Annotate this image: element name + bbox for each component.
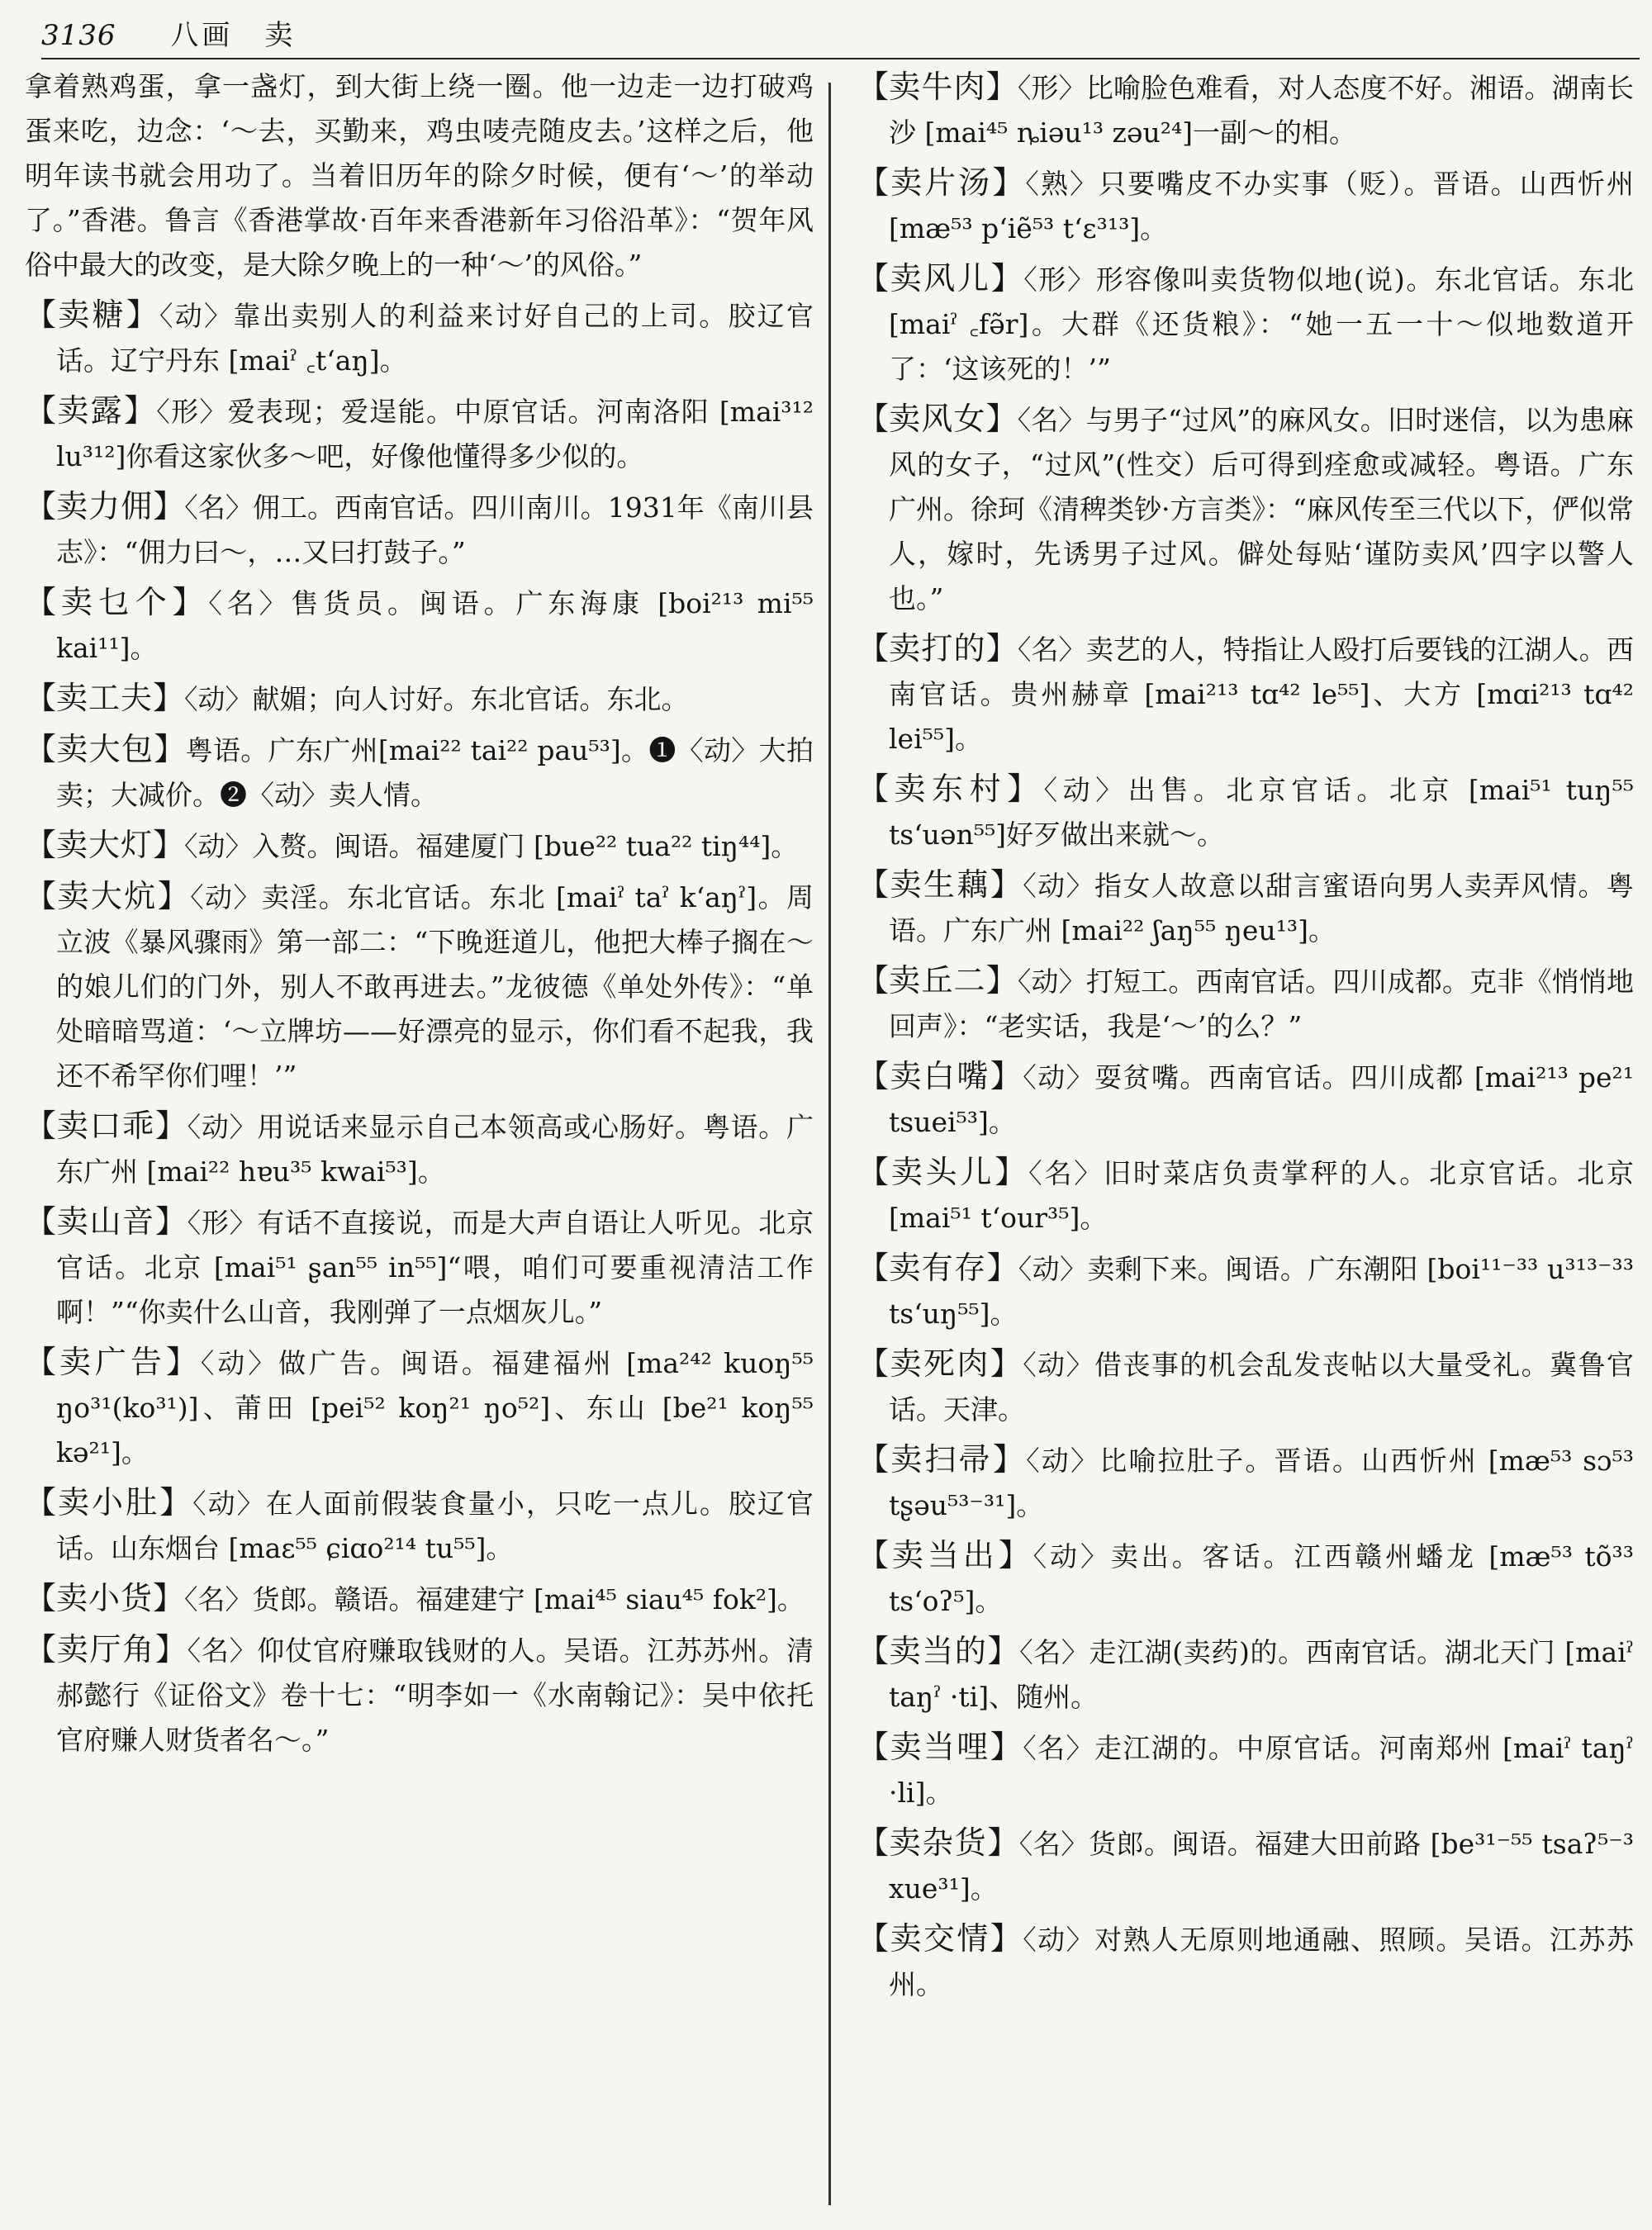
entry-definition: 〈熟〉只要嘴皮不办实事（贬）。晋语。山西忻州 [mæ⁵³ p‘iẽ⁵³ t‘ɛ³¹³]。 — [889, 168, 1634, 244]
entry-definition: 〈动〉打短工。西南官话。四川成都。克非《悄悄地回声》：“老实话，我是‘～’的么？” — [889, 966, 1634, 1042]
dictionary-entry — [857, 1916, 1634, 2007]
entry-headword: 卖风儿 — [890, 260, 991, 297]
entry-headword: 卖小货 — [56, 1580, 154, 1616]
dictionary-entry — [857, 626, 1634, 762]
entry-definition: 〈动〉在人面前假装食量小，只吃一点儿。胶辽官话。山东烟台 [maɛ⁵⁵ ɕiɑo²¹⁴ tu⁵⁵]。 — [56, 1487, 814, 1564]
entry-definition: 〈形〉比喻脸色难看，对人态度不好。湘语。湖南长沙 [mai⁴⁵ ȵiəu¹³ zəu²⁴]一副～的相。 — [889, 72, 1634, 149]
bracket-open: 【 — [25, 827, 57, 863]
bracket-open: 【 — [857, 1633, 890, 1669]
entry-definition: 〈名〉货郎。闽语。福建大田前路 [be³¹⁻⁵⁵ tsaʔ⁵⁻³ xue³¹]。 — [889, 1828, 1634, 1905]
entry-headword: 卖山音 — [56, 1203, 155, 1240]
entry-headword: 卖打的 — [889, 630, 986, 667]
bracket-close: 】 — [123, 392, 157, 429]
entry-headword: 卖当哩 — [890, 1729, 990, 1765]
entry-definition: 〈动〉耍贫嘴。西南官话。四川成都 [mai²¹³ pe²¹ tsuei⁵³]。 — [889, 1061, 1634, 1138]
entry-definition: 〈动〉对熟人无原则地通融、照顾。吴语。江苏苏州。 — [889, 1924, 1634, 2000]
bracket-open: 【 — [25, 680, 57, 716]
entry-headword: 卖大炕 — [57, 878, 158, 914]
dictionary-entry — [25, 823, 814, 869]
entry-headword: 卖工夫 — [56, 680, 154, 716]
left-entry-list — [25, 292, 814, 1763]
entry-definition: 〈名〉走江湖(卖药)的。西南官话。湖北天门 [maiˀ taŋˀ ·ti]、随州。 — [889, 1636, 1634, 1713]
entry-headword: 卖大灯 — [56, 827, 154, 863]
bracket-open: 【 — [857, 771, 895, 807]
bracket-close: 】 — [992, 164, 1026, 201]
entry-definition: 〈动〉比喻拉肚子。晋语。山西忻州 [mæ⁵³ sɔ⁵³ tʂəu⁵³⁻³¹]。 — [889, 1445, 1634, 1521]
right-entry-list — [857, 64, 1634, 2007]
bracket-open: 【 — [25, 1108, 57, 1144]
entry-definition: 〈动〉卖出。客话。江西赣州蟠龙 [mæ⁵³ tõ³³ ts‘oʔ⁵]。 — [889, 1540, 1634, 1617]
entry-definition: 〈名〉与男子“过风”的麻风女。旧时迷信，以为患麻风的女子，“过风”(性交）后可得到痊愈或减轻。粤语。广东广州。徐珂《清稗类钞·方言类》：“麻风传至三代以下，俨似常人，嫁时，先诱男子过风。僻处每贴‘谨防卖风’四字以警人也。” — [889, 404, 1634, 614]
entry-headword: 卖大包 — [56, 731, 154, 767]
entry-definition: 粤语。广东广州[mai²² tai²² pau⁵³]。❶〈动〉大拍卖；大减价。❷〈动〉卖人情。 — [56, 734, 814, 811]
entry-headword: 卖头儿 — [890, 1154, 995, 1190]
bracket-close: 】 — [154, 1108, 188, 1144]
bracket-close: 】 — [153, 827, 185, 863]
dictionary-entry — [857, 396, 1634, 621]
dictionary-entry — [25, 1627, 814, 1763]
bracket-open: 【 — [857, 1824, 890, 1861]
entry-definition: 〈名〉售货员。闽语。广东海康 [boi²¹³ mi⁵⁵ kai¹¹]。 — [56, 587, 814, 664]
dictionary-entry — [857, 1437, 1634, 1528]
bracket-close: 】 — [990, 1729, 1023, 1765]
bracket-close: 】 — [987, 1824, 1019, 1861]
bracket-close: 】 — [172, 584, 209, 620]
bracket-close: 】 — [995, 1154, 1029, 1190]
bracket-open: 【 — [857, 1441, 891, 1478]
entry-definition: 〈动〉靠出卖别人的利益来讨好自己的上司。胶辽官话。辽宁丹东 [maiˀ ꜀t‘aŋ]。 — [56, 300, 814, 377]
dictionary-entry — [857, 1054, 1634, 1145]
dictionary-entry — [857, 64, 1634, 155]
bracket-open: 【 — [25, 731, 57, 767]
bracket-close: 】 — [990, 1345, 1023, 1382]
bracket-close: 】 — [159, 1484, 193, 1521]
entry-definition: 〈名〉走江湖的。中原官话。河南郑州 [maiˀ taŋˀ ·li]。 — [889, 1732, 1634, 1809]
bracket-close: 】 — [998, 1537, 1033, 1573]
bracket-close: 】 — [990, 1058, 1023, 1094]
dictionary-entry — [25, 292, 814, 383]
bracket-open: 【 — [857, 401, 890, 437]
dictionary-entry — [857, 1150, 1634, 1241]
entry-definition: 〈动〉借丧事的机会乱发丧帖以大量受礼。冀鲁官话。天津。 — [889, 1349, 1634, 1426]
dictionary-entry — [25, 1199, 814, 1335]
bracket-close: 】 — [986, 1250, 1018, 1286]
bracket-open: 【 — [857, 1537, 892, 1573]
entry-headword: 卖丘二 — [889, 962, 986, 999]
bracket-open: 【 — [25, 1631, 57, 1668]
entry-definition: 〈名〉货郎。赣语。福建建宁 [mai⁴⁵ siau⁴⁵ fok²]。 — [184, 1583, 805, 1616]
bracket-open: 【 — [857, 164, 891, 201]
dictionary-entry — [25, 580, 814, 671]
bracket-close: 】 — [154, 731, 186, 767]
dictionary-entry — [25, 676, 814, 722]
bracket-open: 【 — [857, 1154, 891, 1190]
entry-headword: 卖小肚 — [58, 1484, 160, 1521]
entry-definition: 〈动〉指女人故意以甜言蜜语向男人卖弄风情。粤语。广东广州 [mai²² ʃaŋ⁵⁵ ŋeu¹³]。 — [889, 870, 1634, 947]
bracket-open: 【 — [857, 69, 890, 105]
bracket-close: 】 — [165, 1344, 201, 1380]
bracket-open: 【 — [857, 866, 890, 903]
dictionary-entry — [25, 484, 814, 575]
dictionary-entry — [857, 1725, 1634, 1815]
bracket-open: 【 — [25, 1580, 57, 1616]
dictionary-entry — [857, 1820, 1634, 1911]
entry-definition: 〈动〉做广告。闽语。福建福州 [ma²⁴² kuoŋ⁵⁵ ŋo³¹(ko³¹)]、莆田 [pei⁵² koŋ²¹ ŋo⁵²]、东山 [be²¹ koŋ⁵⁵ kə²¹]。 — [56, 1347, 814, 1468]
dictionary-entry — [857, 1533, 1634, 1624]
entry-headword: 卖有存 — [889, 1250, 987, 1286]
column-divider — [828, 83, 831, 2205]
bracket-open: 【 — [25, 1203, 57, 1240]
entry-headword: 卖广告 — [59, 1344, 166, 1380]
page-number: 3136 — [41, 19, 116, 52]
right-column — [857, 64, 1634, 2209]
entry-headword: 卖力佣 — [56, 488, 154, 524]
entry-definition: 〈动〉出售。北京官话。北京 [mai⁵¹ tuŋ⁵⁵ ts‘uən⁵⁵]好歹做出来就～。 — [889, 774, 1634, 851]
dictionary-entry — [857, 862, 1634, 953]
bracket-close: 】 — [990, 260, 1024, 297]
dictionary-entry — [25, 727, 814, 818]
entry-definition: 〈动〉卖剩下来。闽语。广东潮阳 [boi¹¹⁻³³ u³¹³⁻³³ ts‘uŋ⁵⁵]。 — [889, 1253, 1634, 1330]
dictionary-entry — [857, 160, 1634, 251]
dictionary-entry — [857, 256, 1634, 391]
entry-definition: 〈动〉卖淫。东北官话。东北 [maiˀ taˀ k‘aŋˀ]。周立波《暴风骤雨》第一部二：“下晚逛道儿，他把大棒子搁在～的娘儿们的门外，别人不敢再进去。”龙彼德《单处外传》：“单处暗暗骂道：‘～立牌坊——好漂亮的显示，你们看不起我，我还不希罕你们哩！’” — [56, 881, 814, 1092]
bracket-open: 【 — [857, 630, 890, 667]
dictionary-entry — [857, 766, 1634, 857]
bracket-close: 】 — [992, 1441, 1027, 1478]
dictionary-entry — [857, 1629, 1634, 1720]
section-title: 八画 卖 — [170, 19, 297, 52]
bracket-close: 】 — [153, 488, 185, 524]
bracket-open: 【 — [857, 1345, 890, 1382]
entry-definition: 〈动〉献媚；向人讨好。东北官话。东北。 — [184, 683, 689, 715]
entry-headword: 卖牛肉 — [889, 69, 986, 105]
bracket-open: 【 — [857, 1920, 890, 1957]
bracket-close: 】 — [987, 1633, 1020, 1669]
bracket-open: 【 — [25, 878, 58, 914]
bracket-open: 【 — [857, 1729, 890, 1765]
bracket-open: 【 — [25, 297, 59, 333]
entry-definition: 〈名〉仰仗官府赚取钱财的人。吴语。江苏苏州。清郝懿行《证俗文》卷十七：“明李如一《水南翰记》：吴中依托官府赚人财货者名～。” — [56, 1635, 814, 1756]
dictionary-entry — [25, 1576, 814, 1622]
bracket-open: 【 — [25, 584, 61, 620]
entry-definition: 〈形〉有话不直接说，而是大声自语让人听见。北京官话。北京 [mai⁵¹ ʂan⁵⁵ in⁵⁵]“喂，咱们可要重视清洁工作啊！”“你卖什么山音，我刚弹了一点烟灰儿。” — [56, 1207, 814, 1328]
bracket-close: 】 — [985, 69, 1018, 105]
bracket-open: 【 — [857, 1058, 890, 1094]
bracket-close: 】 — [157, 878, 191, 914]
entry-headword: 卖露 — [57, 392, 124, 429]
bracket-close: 】 — [985, 630, 1018, 667]
dictionary-entry — [25, 1480, 814, 1571]
bracket-close: 】 — [126, 297, 159, 333]
bracket-open: 【 — [25, 1484, 59, 1521]
entry-headword: 卖风女 — [889, 401, 986, 437]
entry-headword: 卖死肉 — [890, 1345, 990, 1382]
bracket-open: 【 — [857, 260, 890, 297]
bracket-close: 】 — [985, 401, 1018, 437]
bracket-close: 】 — [1007, 771, 1044, 807]
continuation-text: 拿着熟鸡蛋，拿一盏灯，到大街上绕一圈。他一边走一边打破鸡蛋来吃，边念：‘～去，买勤来，鸡虫唛壳随皮去。’这样之后，他明年读书就会用功了。当着旧历年的除夕时候，便有‘～’的举动了。”香港。鲁言《香港掌故·百年来香港新年习俗沿革》：“贺年风俗中最大的改变，是大除夕晚上的一种‘～’的风俗。” — [25, 70, 814, 281]
dictionary-entry — [25, 1340, 814, 1475]
bracket-close: 】 — [154, 1631, 188, 1668]
dictionary-entry — [857, 958, 1634, 1049]
entry-headword: 卖白嘴 — [890, 1058, 990, 1094]
entry-headword: 卖当出 — [891, 1537, 999, 1573]
bracket-close: 】 — [154, 1203, 188, 1240]
left-column — [25, 64, 814, 2209]
entry-definition: 〈名〉卖艺的人，特指让人殴打后要钱的江湖人。西南官话。贵州赫章 [mai²¹³ tɑ⁴² le⁵⁵]、大方 [mɑi²¹³ tɑ⁴² lei⁵⁵]。 — [889, 633, 1634, 755]
entry-headword: 卖厅角 — [56, 1631, 155, 1668]
entry-headword: 卖交情 — [890, 1920, 990, 1957]
dictionary-entry — [857, 1245, 1634, 1336]
entry-headword: 卖东村 — [894, 771, 1008, 807]
bracket-close: 】 — [990, 866, 1023, 903]
dictionary-entry — [25, 1103, 814, 1194]
entry-headword: 卖乜个 — [60, 584, 173, 620]
dictionary-entry — [857, 1341, 1634, 1432]
bracket-close: 】 — [985, 962, 1018, 999]
bracket-close: 】 — [153, 1580, 185, 1616]
bracket-close: 】 — [153, 680, 185, 716]
entry-headword: 卖生藕 — [890, 866, 990, 903]
bracket-open: 【 — [25, 392, 58, 429]
entry-definition: 〈名〉佣工。西南官话。四川南川。1931年《南川县志》：“佣力曰～，…又曰打鼓子。” — [56, 491, 814, 568]
entry-headword: 卖口乖 — [56, 1108, 155, 1144]
entry-headword: 卖扫帚 — [890, 1441, 993, 1478]
entry-definition: 〈动〉入赘。闽语。福建厦门 [bue²² tua²² tiŋ⁴⁴]。 — [184, 830, 799, 862]
entry-definition: 〈名〉旧时菜店负责掌秤的人。北京官话。北京 [mai⁵¹ t‘our³⁵]。 — [889, 1157, 1634, 1234]
entry-headword: 卖当的 — [889, 1633, 988, 1669]
entry-headword: 卖杂货 — [889, 1824, 988, 1861]
entry-headword: 卖片汤 — [890, 164, 993, 201]
bracket-close: 】 — [990, 1920, 1023, 1957]
bracket-open: 【 — [857, 1250, 890, 1286]
dictionary-entry — [25, 874, 814, 1098]
entry-definition: 〈动〉用说话来显示自己本领高或心肠好。粤语。广东广州 [mai²² hɐu³⁵ kwai⁵³]。 — [56, 1111, 814, 1188]
entry-definition: 〈形〉形容像叫卖货物似地(说)。东北官话。东北 [maiˀ ꜀fə̃r]。大群《还货粮》：“她一五一十～似地数道开了：‘这该死的！’” — [889, 263, 1634, 385]
entry-definition: 〈形〉爱表现；爱逞能。中原官话。河南洛阳 [mai³¹² lu³¹²]你看这家伙多～吧，好像他懂得多少似的。 — [56, 396, 814, 472]
bracket-open: 【 — [25, 488, 57, 524]
bracket-open: 【 — [857, 962, 890, 999]
dictionary-entry — [25, 388, 814, 479]
entry-headword: 卖糖 — [58, 297, 126, 333]
bracket-open: 【 — [25, 1344, 59, 1380]
page-header — [41, 15, 1640, 59]
